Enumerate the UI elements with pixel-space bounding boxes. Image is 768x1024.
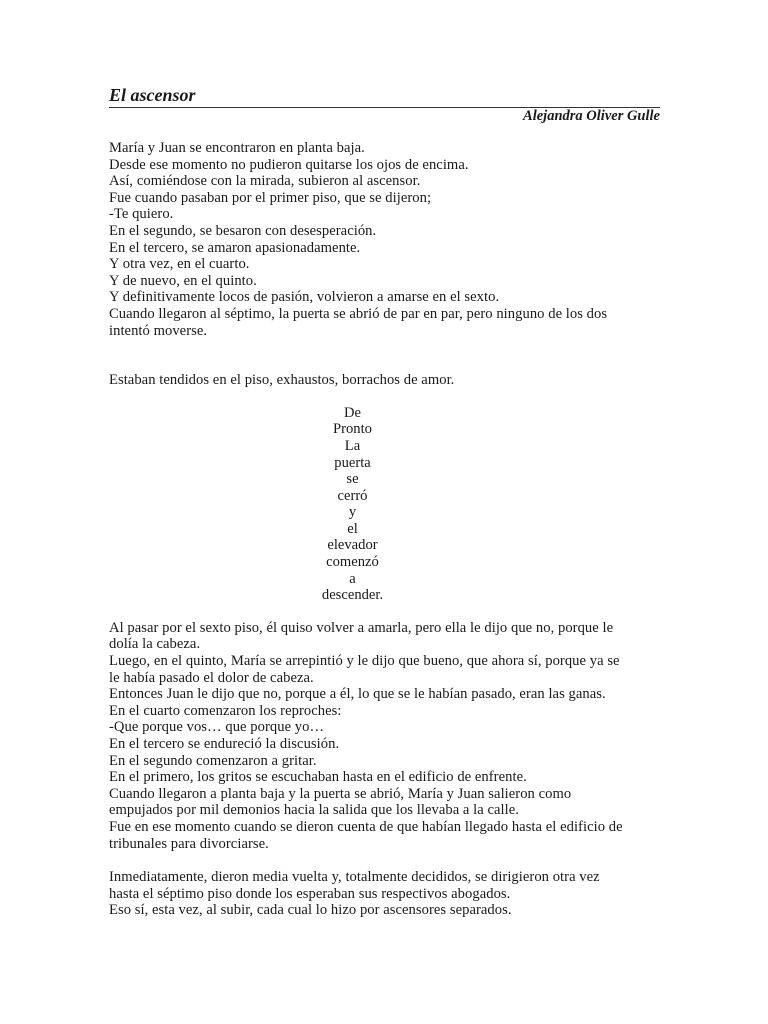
text-line: Fue en ese momento cuando se dieron cuenta de que habían llegado hasta el edificio de (109, 818, 623, 835)
vertical-word: y (348, 504, 357, 521)
text-line: intentó moverse. (109, 322, 208, 339)
text-line: Luego, en el quinto, María se arrepintió y le dijo que bueno, que ahora sí, porque ya se (109, 653, 620, 670)
document-title: El ascensor (109, 84, 660, 108)
text-line: le había pasado el dolor de cabeza. (109, 669, 314, 686)
text-line: Desde ese momento no pudieron quitarse los ojos de encima. (109, 156, 469, 173)
paragraph-2 (109, 372, 660, 389)
paragraph-1 (109, 140, 660, 339)
text-line: Eso sí, esta vez, al subir, cada cual lo hizo por ascensores separados. (109, 902, 512, 919)
text-line: tribunales para divorciarse. (109, 835, 269, 852)
text-line: En el segundo comenzaron a gritar. (109, 752, 317, 769)
text-line: En el tercero se endureció la discusión. (109, 736, 340, 752)
vertical-word: elevador (327, 537, 378, 554)
vertical-word: Pronto (333, 421, 372, 438)
vertical-poem (109, 405, 660, 604)
text-line: Así, comiéndose con la mirada, subieron al ascensor. (109, 173, 421, 190)
paragraph-4 (109, 869, 660, 919)
vertical-word: el (347, 520, 358, 537)
document-author: Alejandra Oliver Gulle (523, 108, 660, 124)
text-line: María y Juan se encontraron en planta baja. (109, 140, 365, 156)
vertical-word: cerró (337, 487, 368, 504)
vertical-word: La (344, 437, 361, 454)
text-line: Y definitivamente locos de pasión, volvieron a amarse en el sexto. (109, 289, 500, 306)
text-line: Al pasar por el sexto piso, él quiso volver a amarla, pero ella le dijo que no, porque le (109, 619, 614, 636)
text-line: Estaban tendidos en el piso, exhaustos, borrachos de amor. (109, 372, 455, 389)
vertical-word: puerta (334, 454, 371, 471)
text-line: -Te quiero. (109, 206, 174, 223)
text-line: Fue cuando pasaban por el primer piso, que se dijeron; (109, 189, 432, 206)
text-line: dolía la cabeza. (109, 636, 201, 653)
text-line: Entonces Juan le dijo que no, porque a él, lo que se le habían pasado, eran las ganas. (109, 686, 606, 703)
text-line: En el segundo, se besaron con desesperación. (109, 222, 377, 239)
text-line: Inmediatamente, dieron media vuelta y, totalmente decididos, se dirigieron otra vez (109, 869, 600, 886)
vertical-word: De (343, 404, 362, 421)
text-line: Y de nuevo, en el quinto. (109, 272, 257, 289)
text-line: En el cuarto comenzaron los reproches: (109, 702, 342, 719)
text-line: empujados por mil demonios hacia la salida que los llevaba a la calle. (109, 802, 519, 819)
text-line: Cuando llegaron al séptimo, la puerta se abrió de par en par, pero ninguno de los dos (109, 305, 608, 322)
text-line: En el tercero, se amaron apasionadamente. (109, 239, 361, 256)
vertical-word: se (346, 471, 359, 488)
text-line: En el primero, los gritos se escuchaban hasta en el edificio de enfrente. (109, 769, 527, 786)
text-line: Y otra vez, en el cuarto. (109, 256, 250, 273)
paragraph-3 (109, 620, 660, 852)
vertical-word: comenzó (326, 554, 379, 571)
text-line: hasta el séptimo piso donde los esperaban sus respectivos abogados. (109, 885, 511, 902)
vertical-word: a (349, 570, 356, 587)
text-line: -Que porque vos… que porque yo… (109, 719, 325, 736)
document-page (109, 84, 660, 919)
text-line: Cuando llegaron a planta baja y la puerta se abrió, María y Juan salieron como (109, 785, 572, 802)
vertical-word: descender. (321, 587, 384, 604)
